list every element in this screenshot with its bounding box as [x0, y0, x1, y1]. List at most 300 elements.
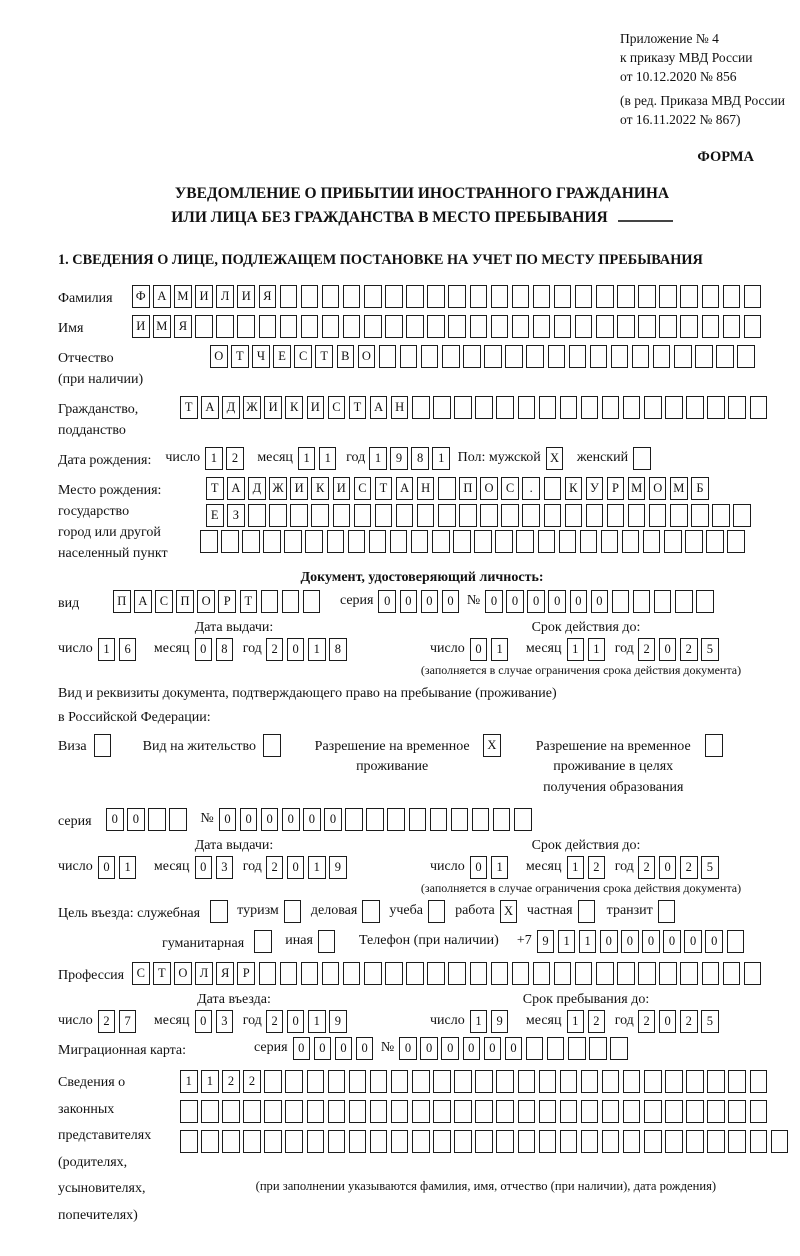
char-cell[interactable]	[180, 1100, 198, 1123]
char-cell[interactable]	[200, 530, 218, 553]
char-cell[interactable]	[518, 396, 536, 419]
char-cell[interactable]	[364, 315, 382, 338]
char-cell[interactable]: 0	[324, 808, 342, 831]
char-cell[interactable]	[472, 808, 490, 831]
char-cell[interactable]: 0	[463, 1037, 481, 1060]
char-cell[interactable]	[505, 345, 523, 368]
char-cell[interactable]	[343, 315, 361, 338]
char-cell[interactable]	[596, 285, 614, 308]
char-cell[interactable]	[222, 1130, 240, 1153]
char-cell[interactable]	[712, 504, 730, 527]
char-cell[interactable]	[343, 962, 361, 985]
char-cell[interactable]: Т	[180, 396, 198, 419]
char-cell[interactable]	[526, 1037, 544, 1060]
char-cell[interactable]	[518, 1070, 536, 1093]
char-cell[interactable]	[301, 315, 319, 338]
char-cell[interactable]	[264, 1100, 282, 1123]
char-cell[interactable]: 6	[119, 638, 137, 661]
char-cell[interactable]	[560, 1130, 578, 1153]
char-cell[interactable]: У	[586, 477, 604, 500]
char-cell[interactable]	[333, 504, 351, 527]
char-cell[interactable]	[433, 396, 451, 419]
char-cell[interactable]	[665, 1070, 683, 1093]
char-cell[interactable]	[602, 1100, 620, 1123]
char-cell[interactable]	[680, 285, 698, 308]
char-cell[interactable]: 0	[314, 1037, 332, 1060]
char-cell[interactable]	[512, 285, 530, 308]
char-cell[interactable]: 0	[548, 590, 566, 613]
char-cell[interactable]: А	[201, 396, 219, 419]
char-cell[interactable]: И	[132, 315, 150, 338]
char-cell[interactable]: 2	[588, 856, 606, 879]
char-cell[interactable]	[575, 962, 593, 985]
char-cell[interactable]	[750, 396, 768, 419]
char-cell[interactable]	[480, 504, 498, 527]
char-cell[interactable]	[387, 808, 405, 831]
char-cell[interactable]: К	[285, 396, 303, 419]
char-cell[interactable]	[470, 315, 488, 338]
char-cell[interactable]	[412, 396, 430, 419]
char-cell[interactable]	[744, 285, 762, 308]
char-cell[interactable]	[750, 1130, 768, 1153]
char-cell[interactable]	[210, 900, 228, 923]
char-cell[interactable]: 1	[567, 638, 585, 661]
char-cell[interactable]	[328, 1100, 346, 1123]
char-cell[interactable]: 2	[98, 1010, 116, 1033]
char-cell[interactable]	[691, 504, 709, 527]
char-cell[interactable]	[362, 900, 380, 923]
char-cell[interactable]: О	[480, 477, 498, 500]
char-cell[interactable]	[554, 315, 572, 338]
char-cell[interactable]	[459, 504, 477, 527]
char-cell[interactable]	[493, 808, 511, 831]
char-cell[interactable]	[744, 962, 762, 985]
char-cell[interactable]	[633, 447, 651, 470]
char-cell[interactable]	[771, 1130, 789, 1153]
char-cell[interactable]	[430, 808, 448, 831]
char-cell[interactable]	[385, 962, 403, 985]
char-cell[interactable]	[496, 396, 514, 419]
char-cell[interactable]	[475, 1100, 493, 1123]
char-cell[interactable]	[406, 285, 424, 308]
char-cell[interactable]: 5	[701, 1010, 719, 1033]
char-cell[interactable]: 1	[180, 1070, 198, 1093]
char-cell[interactable]: 9	[537, 930, 555, 953]
char-cell[interactable]	[533, 962, 551, 985]
char-cell[interactable]: Ж	[269, 477, 287, 500]
char-cell[interactable]: 9	[491, 1010, 509, 1033]
char-cell[interactable]	[470, 962, 488, 985]
char-cell[interactable]	[705, 734, 723, 757]
char-cell[interactable]: 5	[701, 638, 719, 661]
char-cell[interactable]: Ф	[132, 285, 150, 308]
char-cell[interactable]: Р	[218, 590, 236, 613]
char-cell[interactable]	[322, 962, 340, 985]
char-cell[interactable]: И	[195, 285, 213, 308]
char-cell[interactable]: 2	[226, 447, 244, 470]
char-cell[interactable]: К	[565, 477, 583, 500]
char-cell[interactable]	[586, 504, 604, 527]
char-cell[interactable]	[406, 962, 424, 985]
char-cell[interactable]	[658, 900, 676, 923]
char-cell[interactable]	[733, 504, 751, 527]
char-cell[interactable]	[675, 590, 693, 613]
char-cell[interactable]	[638, 285, 656, 308]
char-cell[interactable]	[659, 315, 677, 338]
char-cell[interactable]	[259, 315, 277, 338]
char-cell[interactable]	[221, 530, 239, 553]
char-cell[interactable]: 1	[558, 930, 576, 953]
char-cell[interactable]: 0	[505, 1037, 523, 1060]
char-cell[interactable]	[396, 504, 414, 527]
char-cell[interactable]: 1	[119, 856, 137, 879]
char-cell[interactable]: 0	[287, 1010, 305, 1033]
char-cell[interactable]	[349, 1130, 367, 1153]
char-cell[interactable]: X	[546, 447, 564, 470]
char-cell[interactable]: О	[174, 962, 192, 985]
char-cell[interactable]: 0	[400, 590, 418, 613]
char-cell[interactable]	[575, 285, 593, 308]
char-cell[interactable]	[644, 396, 662, 419]
char-cell[interactable]	[728, 1130, 746, 1153]
char-cell[interactable]: С	[132, 962, 150, 985]
char-cell[interactable]	[547, 1037, 565, 1060]
char-cell[interactable]	[610, 1037, 628, 1060]
char-cell[interactable]	[560, 396, 578, 419]
char-cell[interactable]	[475, 1130, 493, 1153]
char-cell[interactable]	[628, 504, 646, 527]
char-cell[interactable]	[264, 1070, 282, 1093]
char-cell[interactable]	[501, 504, 519, 527]
char-cell[interactable]	[638, 962, 656, 985]
char-cell[interactable]: 1	[201, 1070, 219, 1093]
char-cell[interactable]	[354, 504, 372, 527]
char-cell[interactable]	[728, 396, 746, 419]
char-cell[interactable]: 2	[638, 856, 656, 879]
char-cell[interactable]	[581, 1100, 599, 1123]
char-cell[interactable]	[514, 808, 532, 831]
char-cell[interactable]: 1	[319, 447, 337, 470]
char-cell[interactable]	[665, 1130, 683, 1153]
char-cell[interactable]	[261, 590, 279, 613]
char-cell[interactable]	[301, 962, 319, 985]
char-cell[interactable]	[491, 315, 509, 338]
char-cell[interactable]: Е	[206, 504, 224, 527]
char-cell[interactable]: 2	[638, 638, 656, 661]
char-cell[interactable]	[649, 504, 667, 527]
char-cell[interactable]	[539, 1100, 557, 1123]
char-cell[interactable]: 3	[216, 1010, 234, 1033]
char-cell[interactable]	[463, 345, 481, 368]
char-cell[interactable]: 0	[195, 1010, 213, 1033]
char-cell[interactable]	[539, 396, 557, 419]
char-cell[interactable]: 0	[127, 808, 145, 831]
char-cell[interactable]	[623, 396, 641, 419]
char-cell[interactable]	[391, 1070, 409, 1093]
char-cell[interactable]	[248, 504, 266, 527]
char-cell[interactable]	[623, 1130, 641, 1153]
char-cell[interactable]	[406, 315, 424, 338]
char-cell[interactable]: Т	[231, 345, 249, 368]
char-cell[interactable]	[548, 345, 566, 368]
char-cell[interactable]	[560, 1100, 578, 1123]
char-cell[interactable]: 0	[303, 808, 321, 831]
char-cell[interactable]: А	[370, 396, 388, 419]
char-cell[interactable]	[280, 962, 298, 985]
char-cell[interactable]: П	[113, 590, 131, 613]
char-cell[interactable]	[411, 530, 429, 553]
char-cell[interactable]	[533, 285, 551, 308]
char-cell[interactable]: 0	[282, 808, 300, 831]
char-cell[interactable]	[390, 530, 408, 553]
char-cell[interactable]	[438, 477, 456, 500]
char-cell[interactable]	[602, 1130, 620, 1153]
char-cell[interactable]	[702, 285, 720, 308]
char-cell[interactable]	[421, 345, 439, 368]
char-cell[interactable]	[243, 1100, 261, 1123]
char-cell[interactable]: 0	[106, 808, 124, 831]
char-cell[interactable]	[638, 315, 656, 338]
char-cell[interactable]	[568, 1037, 586, 1060]
char-cell[interactable]	[94, 734, 112, 757]
char-cell[interactable]	[412, 1130, 430, 1153]
char-cell[interactable]	[307, 1130, 325, 1153]
char-cell[interactable]: 2	[266, 1010, 284, 1033]
char-cell[interactable]	[349, 1070, 367, 1093]
char-cell[interactable]	[580, 530, 598, 553]
char-cell[interactable]	[318, 930, 336, 953]
char-cell[interactable]: А	[227, 477, 245, 500]
char-cell[interactable]: 2	[243, 1070, 261, 1093]
char-cell[interactable]: 0	[356, 1037, 374, 1060]
char-cell[interactable]: 0	[485, 590, 503, 613]
char-cell[interactable]: 2	[638, 1010, 656, 1033]
char-cell[interactable]: 0	[195, 856, 213, 879]
char-cell[interactable]	[544, 504, 562, 527]
char-cell[interactable]	[216, 315, 234, 338]
char-cell[interactable]: 9	[329, 1010, 347, 1033]
char-cell[interactable]: С	[294, 345, 312, 368]
char-cell[interactable]	[644, 1070, 662, 1093]
char-cell[interactable]: А	[153, 285, 171, 308]
char-cell[interactable]: 1	[567, 1010, 585, 1033]
char-cell[interactable]	[596, 315, 614, 338]
char-cell[interactable]: Е	[273, 345, 291, 368]
char-cell[interactable]: Т	[206, 477, 224, 500]
char-cell[interactable]: Ж	[243, 396, 261, 419]
char-cell[interactable]	[560, 1070, 578, 1093]
char-cell[interactable]	[590, 345, 608, 368]
char-cell[interactable]	[290, 504, 308, 527]
char-cell[interactable]: 0	[399, 1037, 417, 1060]
char-cell[interactable]	[322, 285, 340, 308]
char-cell[interactable]: 0	[441, 1037, 459, 1060]
char-cell[interactable]	[727, 930, 745, 953]
char-cell[interactable]: 1	[98, 638, 116, 661]
char-cell[interactable]	[263, 734, 281, 757]
char-cell[interactable]	[617, 962, 635, 985]
char-cell[interactable]: М	[153, 315, 171, 338]
char-cell[interactable]	[737, 345, 755, 368]
char-cell[interactable]: 2	[588, 1010, 606, 1033]
char-cell[interactable]	[596, 962, 614, 985]
char-cell[interactable]	[707, 1130, 725, 1153]
char-cell[interactable]	[454, 1070, 472, 1093]
char-cell[interactable]	[285, 1100, 303, 1123]
char-cell[interactable]	[539, 1130, 557, 1153]
char-cell[interactable]	[632, 345, 650, 368]
char-cell[interactable]: 1	[205, 447, 223, 470]
char-cell[interactable]	[442, 345, 460, 368]
char-cell[interactable]: 8	[411, 447, 429, 470]
char-cell[interactable]	[427, 962, 445, 985]
char-cell[interactable]	[680, 315, 698, 338]
char-cell[interactable]: С	[501, 477, 519, 500]
char-cell[interactable]	[491, 962, 509, 985]
char-cell[interactable]: О	[210, 345, 228, 368]
char-cell[interactable]: Н	[417, 477, 435, 500]
char-cell[interactable]	[201, 1100, 219, 1123]
char-cell[interactable]	[169, 808, 187, 831]
char-cell[interactable]	[744, 315, 762, 338]
char-cell[interactable]	[723, 962, 741, 985]
char-cell[interactable]: 0	[659, 1010, 677, 1033]
char-cell[interactable]	[242, 530, 260, 553]
char-cell[interactable]: 1	[470, 1010, 488, 1033]
char-cell[interactable]	[707, 1100, 725, 1123]
char-cell[interactable]	[148, 808, 166, 831]
char-cell[interactable]	[307, 1070, 325, 1093]
char-cell[interactable]: И	[307, 396, 325, 419]
char-cell[interactable]	[263, 530, 281, 553]
char-cell[interactable]: Л	[216, 285, 234, 308]
char-cell[interactable]	[602, 396, 620, 419]
char-cell[interactable]: 3	[216, 856, 234, 879]
char-cell[interactable]	[602, 1070, 620, 1093]
char-cell[interactable]	[706, 530, 724, 553]
char-cell[interactable]: 0	[527, 590, 545, 613]
char-cell[interactable]	[653, 345, 671, 368]
char-cell[interactable]	[512, 315, 530, 338]
char-cell[interactable]	[723, 285, 741, 308]
char-cell[interactable]: 8	[216, 638, 234, 661]
char-cell[interactable]	[454, 396, 472, 419]
char-cell[interactable]: 1	[432, 447, 450, 470]
char-cell[interactable]	[526, 345, 544, 368]
char-cell[interactable]	[285, 1070, 303, 1093]
char-cell[interactable]	[280, 285, 298, 308]
char-cell[interactable]	[438, 504, 456, 527]
char-cell[interactable]	[633, 590, 651, 613]
char-cell[interactable]	[369, 530, 387, 553]
char-cell[interactable]: И	[290, 477, 308, 500]
char-cell[interactable]: С	[155, 590, 173, 613]
char-cell[interactable]	[391, 1130, 409, 1153]
char-cell[interactable]: 2	[222, 1070, 240, 1093]
char-cell[interactable]: Н	[391, 396, 409, 419]
char-cell[interactable]: 0	[421, 590, 439, 613]
char-cell[interactable]: Т	[153, 962, 171, 985]
char-cell[interactable]: 0	[98, 856, 116, 879]
char-cell[interactable]: 2	[266, 856, 284, 879]
char-cell[interactable]	[433, 1070, 451, 1093]
char-cell[interactable]	[222, 1100, 240, 1123]
char-cell[interactable]: 0	[261, 808, 279, 831]
char-cell[interactable]	[307, 1100, 325, 1123]
char-cell[interactable]: С	[354, 477, 372, 500]
char-cell[interactable]	[533, 315, 551, 338]
char-cell[interactable]	[285, 1130, 303, 1153]
char-cell[interactable]	[269, 504, 287, 527]
char-cell[interactable]	[364, 962, 382, 985]
char-cell[interactable]	[484, 345, 502, 368]
char-cell[interactable]	[284, 530, 302, 553]
char-cell[interactable]	[607, 504, 625, 527]
char-cell[interactable]	[680, 962, 698, 985]
char-cell[interactable]: 0	[240, 808, 258, 831]
char-cell[interactable]: Т	[315, 345, 333, 368]
char-cell[interactable]	[518, 1100, 536, 1123]
char-cell[interactable]	[516, 530, 534, 553]
char-cell[interactable]	[432, 530, 450, 553]
char-cell[interactable]: П	[459, 477, 477, 500]
char-cell[interactable]: 0	[663, 930, 681, 953]
char-cell[interactable]	[496, 1130, 514, 1153]
char-cell[interactable]: Я	[174, 315, 192, 338]
char-cell[interactable]	[412, 1100, 430, 1123]
char-cell[interactable]	[370, 1100, 388, 1123]
char-cell[interactable]	[728, 1100, 746, 1123]
char-cell[interactable]	[702, 962, 720, 985]
char-cell[interactable]	[496, 1100, 514, 1123]
char-cell[interactable]	[612, 590, 630, 613]
char-cell[interactable]	[470, 285, 488, 308]
char-cell[interactable]: О	[197, 590, 215, 613]
char-cell[interactable]	[237, 315, 255, 338]
char-cell[interactable]: И	[333, 477, 351, 500]
char-cell[interactable]: 0	[420, 1037, 438, 1060]
char-cell[interactable]: И	[264, 396, 282, 419]
char-cell[interactable]	[686, 1070, 704, 1093]
char-cell[interactable]	[707, 396, 725, 419]
char-cell[interactable]	[695, 345, 713, 368]
char-cell[interactable]: 2	[266, 638, 284, 661]
char-cell[interactable]: Б	[691, 477, 709, 500]
char-cell[interactable]	[328, 1070, 346, 1093]
char-cell[interactable]: X	[483, 734, 501, 757]
char-cell[interactable]: А	[396, 477, 414, 500]
char-cell[interactable]: 1	[308, 638, 326, 661]
char-cell[interactable]	[254, 930, 272, 953]
char-cell[interactable]: Р	[237, 962, 255, 985]
char-cell[interactable]	[243, 1130, 261, 1153]
char-cell[interactable]	[665, 1100, 683, 1123]
char-cell[interactable]	[495, 530, 513, 553]
char-cell[interactable]	[554, 285, 572, 308]
char-cell[interactable]	[644, 1100, 662, 1123]
char-cell[interactable]	[491, 285, 509, 308]
char-cell[interactable]: И	[237, 285, 255, 308]
char-cell[interactable]: 0	[659, 638, 677, 661]
char-cell[interactable]: 1	[308, 856, 326, 879]
char-cell[interactable]	[370, 1070, 388, 1093]
char-cell[interactable]: 1	[369, 447, 387, 470]
char-cell[interactable]: 0	[195, 638, 213, 661]
char-cell[interactable]: 0	[591, 590, 609, 613]
char-cell[interactable]	[453, 530, 471, 553]
char-cell[interactable]	[375, 504, 393, 527]
char-cell[interactable]	[686, 1130, 704, 1153]
